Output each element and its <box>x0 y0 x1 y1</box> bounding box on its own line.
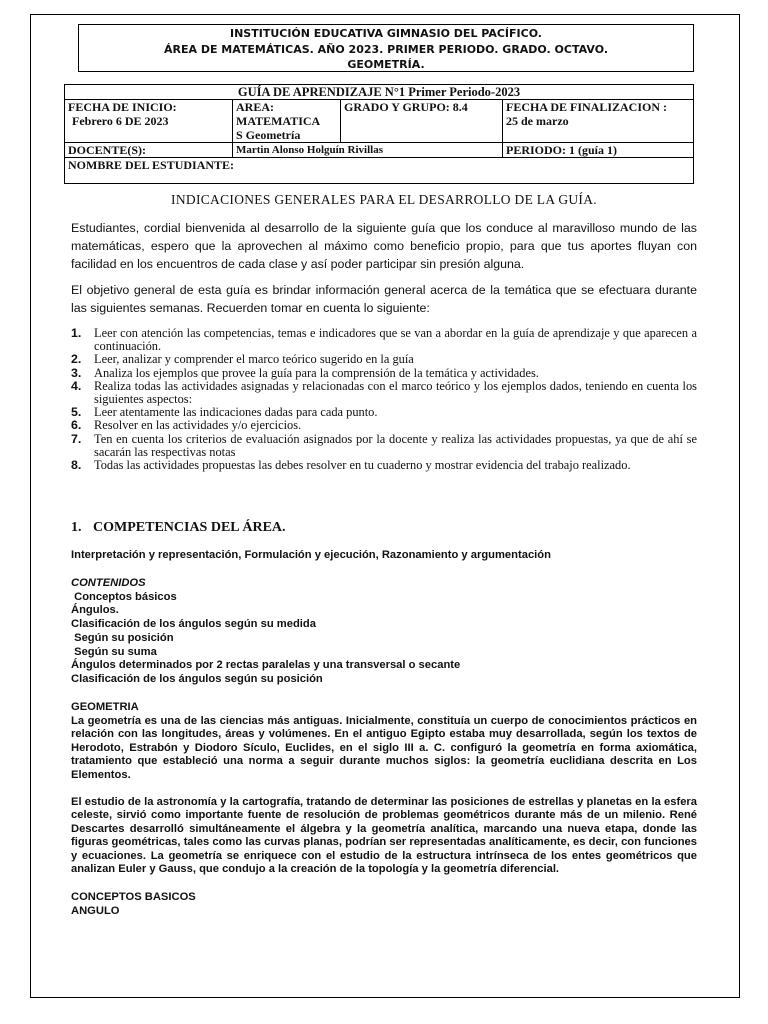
header-line-2: ÁREA DE MATEMÁTICAS. AÑO 2023. PRIMER PERIODO. GRADO. OCTAVO. <box>163 42 608 56</box>
list-item: Ángulos determinados por 2 rectas paralelas y una transversal o secante <box>71 659 461 672</box>
geometria-paragraph-1: La geometría es una de las ciencias más antiguas. Inicialmente, constituía un cuerpo de conocimientos prácticos en relación con las longitudes, áreas y volúmenes. En el antiguo Egipto estaba muy desarrollada, según los textos de Herodoto, Estrabón y Diodoro Sículo, Euclides, en el siglo III a. C. configuró la geometría en forma axiomática, tratamiento que estableció una norma a seguir durante muchos siglos: la geometría euclidiana descrita en Los Elementos. <box>71 715 697 781</box>
period-label: PERIODO: 1 (guía 1) <box>503 143 694 158</box>
intro-paragraph-2: El objetivo general de esta guía es brindar información general acerca de la temática que se efectuara durante las siguientes semanas. Recuerden tomar en cuenta lo siguiente: <box>71 283 697 315</box>
list-item: 4. Realiza todas las actividades asignadas y relacionadas con el marco teórico y los ejemplos dados, teniendo en cuenta los siguientes aspectos: <box>71 378 697 407</box>
start-date-label: FECHA DE INICIO: <box>68 100 177 114</box>
area-cell <box>233 100 341 143</box>
list-item: 1. Leer con atención las competencias, temas e indicadores que se van a abordar en la guía de aprendizaje y que aparecen a continuación. <box>71 326 697 354</box>
list-item: 5. Leer atentamente las indicaciones dadas para cada punto. <box>71 405 378 420</box>
grade-label: GRADO Y GRUPO: 8.4 <box>344 100 468 114</box>
guide-title: GUÍA DE APRENDIZAJE N°1 Primer Periodo-2023 <box>65 85 694 100</box>
contenidos-section <box>71 577 460 687</box>
end-date-value: 25 de marzo <box>506 114 569 128</box>
grade-cell <box>341 100 503 143</box>
end-date-label: FECHA DE FINALIZACION : <box>506 100 668 114</box>
list-item: 2. Leer, analizar y comprender el marco teórico sugerido en la guía <box>71 352 414 367</box>
list-item: Conceptos básicos <box>71 590 177 603</box>
start-date-value: Febrero 6 DE 2023 <box>72 114 169 128</box>
intro-paragraph-1: Estudiantes, cordial bienvenida al desarrollo de la siguiente guía que los conduce al maravilloso mundo de las matemáticas, espero que la aprovechen al máximo como beneficio propio, para que tus aportes fluyan con facilidad en los encuentros de cada clase y así poder participar sin presión alguna. <box>71 221 697 271</box>
list-item: Según su suma <box>71 645 157 658</box>
instructions-list <box>71 327 697 472</box>
teacher-value: Martin Alonso Holguín Rivillas <box>233 143 503 158</box>
start-date-cell <box>65 100 233 143</box>
list-item: 7. Ten en cuenta los criterios de evaluación asignados por la docente y realiza las actividades propuestas, ya que de ahí se sacarán las respectivas notas <box>71 431 697 459</box>
area-value-1: MATEMATICA <box>236 114 321 128</box>
area-label: AREA: <box>236 100 274 114</box>
student-name-field: NOMBRE DEL ESTUDIANTE: <box>65 158 694 184</box>
competencias-text: Interpretación y representación, Formulación y ejecución, Razonamiento y argumentación <box>71 549 551 561</box>
guide-info-table <box>64 84 694 184</box>
geometria-paragraph-2: El estudio de la astronomía y la cartografía, tratando de determinar las posiciones de estrellas y planetas en la esfera celeste, sirvió como importante fuente de resolución de problemas geométricos durante más de un milenio. René Descartes desarrolló simultáneamente el álgebra y la geometría analítica, marcando una nueva etapa, donde las figuras geométricas, tales como las curvas planas, podrían ser representadas analíticamente, es decir, con funciones y ecuaciones. La geometría se enriquece con el estudio de la estructura intrínseca de los entes geométricos que analizan Euler y Gauss, que condujo a la creación de la topología y la geometría diferencial. <box>71 796 697 876</box>
section-title: INDICACIONES GENERALES PARA EL DESARROLLO DE LA GUÍA. <box>171 192 597 207</box>
header-line-1: INSTITUCIÓN EDUCATIVA GIMNASIO DEL PACÍFICO. <box>230 27 542 40</box>
conceptos-basicos-heading: CONCEPTOS BASICOS <box>71 891 196 903</box>
institution-header <box>78 24 694 72</box>
teacher-label: DOCENTE(S): <box>65 143 233 158</box>
list-item: 6. Resolver en las actividades y/o ejercicios. <box>71 418 302 433</box>
area-value-2: S Geometría <box>236 128 301 142</box>
list-item: Ángulos. <box>71 604 119 617</box>
list-item: Clasificación de los ángulos según su posición <box>71 672 323 685</box>
list-item: Según su posición <box>71 631 174 644</box>
contenidos-heading: CONTENIDOS <box>71 577 146 589</box>
angulo-heading: ANGULO <box>71 905 120 917</box>
competencias-heading: 1. COMPETENCIAS DEL ÁREA. <box>71 520 286 535</box>
header-line-3: GEOMETRÍA. <box>347 58 425 71</box>
geometria-heading: GEOMETRIA <box>71 701 139 713</box>
list-item: 8. Todas las actividades propuestas las debes resolver en tu cuaderno y mostrar evidencia del trabajo realizado. <box>71 458 631 473</box>
list-item: Clasificación de los ángulos según su medida <box>71 618 316 631</box>
list-item: 3. Analiza los ejemplos que provee la guía para la comprensión de la temática y actividades. <box>71 365 539 380</box>
end-date-cell <box>503 100 694 143</box>
